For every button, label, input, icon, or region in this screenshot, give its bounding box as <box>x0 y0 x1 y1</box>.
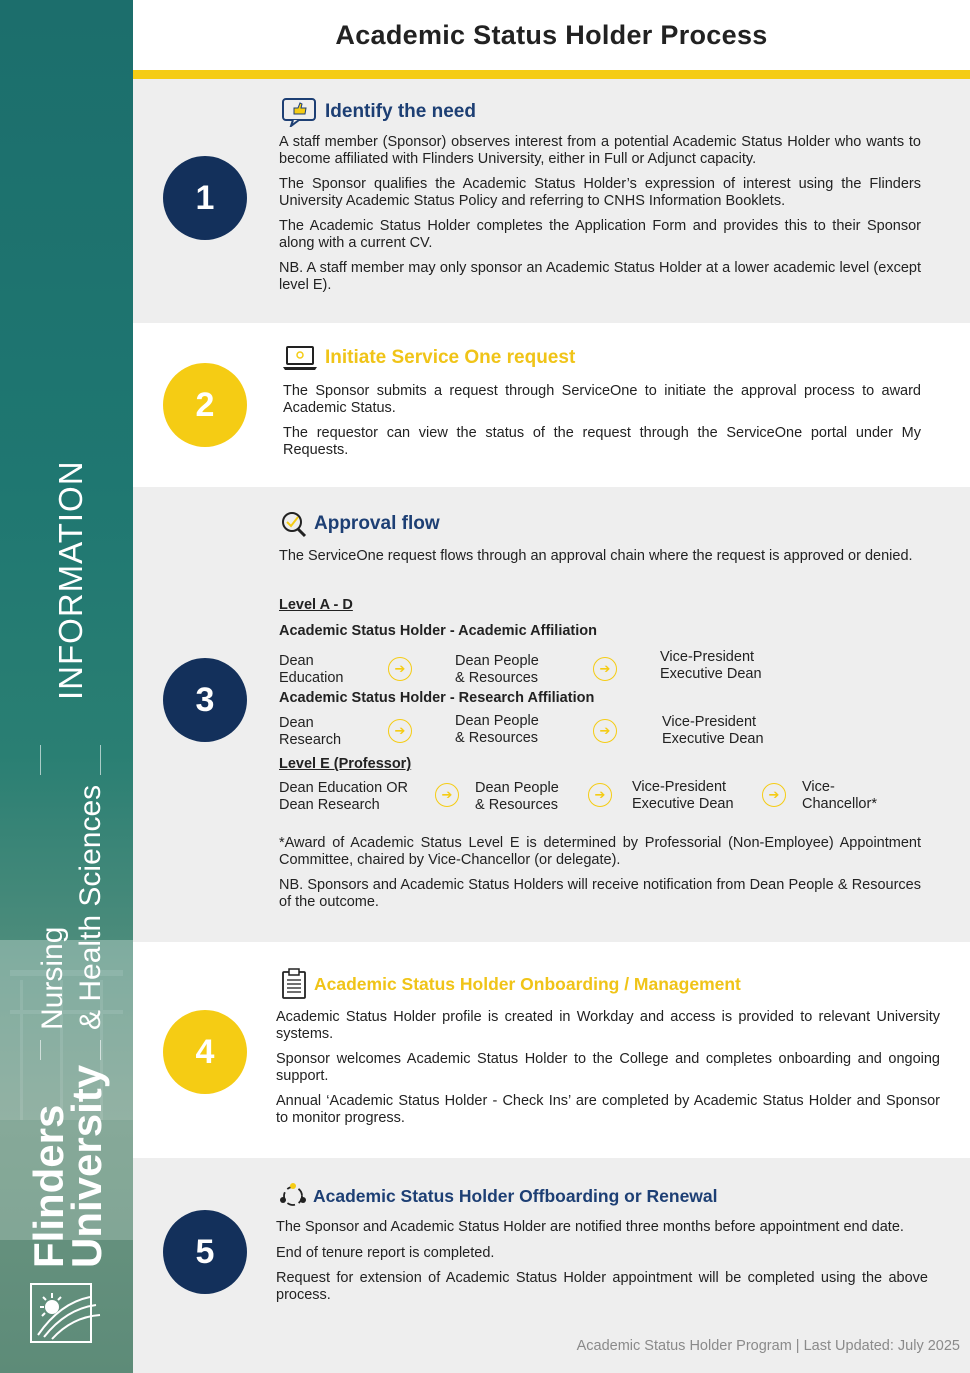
sidebar-divider <box>40 1040 41 1060</box>
step-2-title: Initiate Service One request <box>325 347 576 368</box>
academic-flow-step: Dean Education <box>279 653 344 686</box>
step-4-paragraph: Annual ‘Academic Status Holder - Check Ins’ are completed by Academic Status Holder and Sponsor to monitor progress. <box>276 1093 940 1126</box>
step-1-paragraph: The Sponsor qualifies the Academic Status Holder’s expression of interest using the Flinders University Academic Status Policy and referring to CNHS Information Booklets. <box>279 176 921 209</box>
arrow-right-icon: ➔ <box>435 783 459 807</box>
step-5-paragraph: The Sponsor and Academic Status Holder are notified three months before appointment end date. <box>276 1219 904 1235</box>
academic-affiliation-heading: Academic Status Holder - Academic Affiliation <box>279 623 597 639</box>
step-5-header <box>279 1182 718 1210</box>
header-accent-bar <box>133 70 970 79</box>
step-1-body <box>279 134 921 302</box>
clipboard-icon <box>280 968 308 1000</box>
step-4-paragraph: Academic Status Holder profile is created in Workday and access is provided to relevant University systems. <box>276 1009 940 1042</box>
step-1-paragraph: A staff member (Sponsor) observes interest from a potential Academic Status Holder who wants to become affiliated with Flinders University, either in Full or Adjunct capacity. <box>279 134 921 167</box>
step-4-body <box>276 1009 940 1135</box>
step-3-title: Approval flow <box>314 513 440 534</box>
step-3-intro: The ServiceOne request flows through an approval chain where the request is approved or denied. <box>279 548 913 564</box>
university-logo-icon <box>30 1283 104 1343</box>
step-1-number: 1 <box>163 156 247 240</box>
sidebar-divider <box>100 745 101 775</box>
arrow-right-icon: ➔ <box>762 783 786 807</box>
university-name-line2: University <box>63 1064 110 1268</box>
laptop-icon <box>281 343 319 373</box>
professor-flow-step: Dean People & Resources <box>475 780 559 813</box>
step-3-paragraph: *Award of Academic Status Level E is determined by Professorial (Non-Employee) Appointment Committee, chaired by Vice-Chancellor (or delegate). <box>279 835 921 868</box>
sidebar-divider <box>40 745 41 775</box>
step-5-title: Academic Status Holder Offboarding or Renewal <box>313 1185 718 1206</box>
arrow-right-icon: ➔ <box>593 657 617 681</box>
page-header <box>133 0 970 70</box>
step-2-body <box>283 383 921 467</box>
arrow-right-icon: ➔ <box>388 657 412 681</box>
step-4-header <box>280 968 741 1000</box>
university-name-line1: Flinders <box>25 1104 72 1268</box>
faculty-name-line1: Nursing <box>36 926 69 1030</box>
magnifier-check-icon <box>280 509 308 539</box>
step-3-section <box>133 487 970 942</box>
research-flow-step: Vice-President Executive Dean <box>662 714 764 747</box>
step-5-number: 5 <box>163 1210 247 1294</box>
step-4-title: Academic Status Holder Onboarding / Management <box>314 973 741 994</box>
step-1-paragraph: The Academic Status Holder completes the Application Form and provides this to their Sponsor along with a current CV. <box>279 218 921 251</box>
academic-flow-step: Vice-President Executive Dean <box>660 649 762 682</box>
step-2-paragraph: The Sponsor submits a request through ServiceOne to initiate the approval process to award Academic Status. <box>283 383 921 416</box>
academic-flow-step: Dean People & Resources <box>455 653 539 686</box>
sidebar <box>0 0 133 1373</box>
step-1-paragraph: NB. A staff member may only sponsor an Academic Status Holder at a lower academic level (except level E). <box>279 260 921 293</box>
professor-flow-step: Vice- Chancellor* <box>802 779 877 812</box>
faculty-name-line2: & Health Sciences <box>74 784 107 1030</box>
arrow-right-icon: ➔ <box>388 719 412 743</box>
step-2-section <box>133 323 970 487</box>
speech-bubble-thumbs-up-icon <box>281 97 319 127</box>
arrow-right-icon: ➔ <box>588 783 612 807</box>
step-3-header <box>280 509 440 539</box>
step-4-section <box>133 942 970 1158</box>
step-5-paragraph: End of tenure report is completed. <box>276 1244 495 1261</box>
step-1-title: Identify the need <box>325 101 476 122</box>
page-title: Academic Status Holder Process <box>335 19 768 50</box>
step-4-paragraph: Sponsor welcomes Academic Status Holder to the College and completes onboarding and ongoing support. <box>276 1051 940 1084</box>
step-3-paragraph: NB. Sponsors and Academic Status Holders will receive notification from Dean People & Resources of the outcome. <box>279 877 921 910</box>
page-footer: Academic Status Holder Program | Last Updated: July 2025 <box>576 1338 960 1354</box>
step-5-paragraph: Request for extension of Academic Status Holder appointment will be completed using the above process. <box>276 1270 928 1303</box>
arrow-right-icon: ➔ <box>593 719 617 743</box>
step-3-body <box>279 835 921 919</box>
step-3-number: 3 <box>163 658 247 742</box>
step-2-number: 2 <box>163 363 247 447</box>
level-a-d-heading: Level A - D <box>279 597 353 613</box>
step-2-header <box>281 343 575 373</box>
step-4-number: 4 <box>163 1010 247 1094</box>
sidebar-information-label: INFORMATION <box>52 460 89 700</box>
research-affiliation-heading: Academic Status Holder - Research Affiliation <box>279 690 595 706</box>
step-2-paragraph: The requestor can view the status of the request through the ServiceOne portal under My Requests. <box>283 425 921 458</box>
professor-flow-step: Dean Education OR Dean Research <box>279 780 408 813</box>
people-cycle-icon <box>279 1182 307 1210</box>
research-flow-step: Dean People & Resources <box>455 713 539 746</box>
step-5-body <box>276 1219 928 1312</box>
professor-flow-step: Vice-President Executive Dean <box>632 779 734 812</box>
step-1-header <box>281 97 476 127</box>
level-e-heading: Level E (Professor) <box>279 756 412 772</box>
research-flow-step: Dean Research <box>279 715 342 748</box>
sidebar-divider <box>100 1040 101 1060</box>
step-1-section <box>133 79 970 323</box>
